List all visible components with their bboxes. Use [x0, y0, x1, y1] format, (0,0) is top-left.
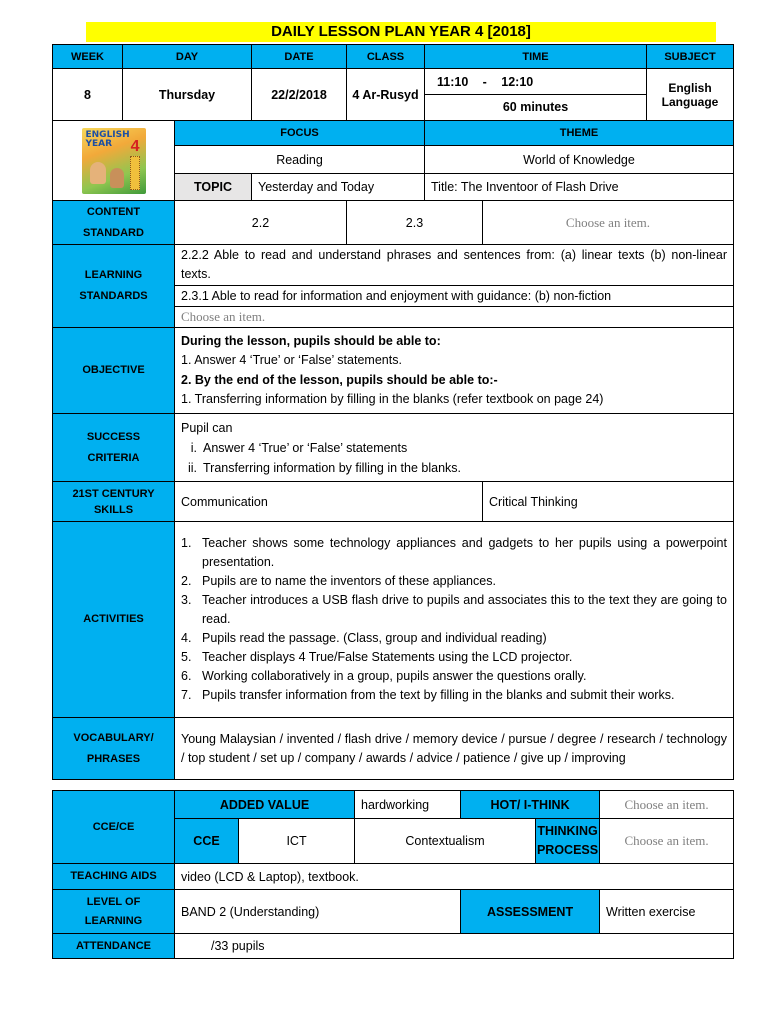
objective-end-heading: 2. By the end of the lesson, pupils should be able to:-: [181, 372, 498, 387]
theme-label: THEME: [425, 121, 734, 146]
activity-num: 7.: [181, 688, 192, 702]
level-of-learning-value: BAND 2 (Understanding): [175, 890, 461, 934]
activity-text: Working collaboratively in a group, pupils answer the questions orally.: [202, 669, 587, 683]
activity-item: [181, 534, 727, 572]
activity-item: [181, 686, 727, 705]
century-skills-label-line1: 21ST CENTURY: [72, 487, 155, 500]
date-label: DATE: [252, 45, 347, 69]
page-title: DAILY LESSON PLAN YEAR 4 [2018]: [86, 22, 716, 42]
textbook-cover-image: [82, 128, 146, 194]
focus-value: Reading: [175, 146, 425, 174]
objective-end-item: 1. Transferring information by filling in the blanks (refer textbook on page 24): [181, 392, 604, 406]
level-of-learning-label: [53, 890, 175, 934]
time-label: TIME: [425, 45, 647, 69]
week-label: WEEK: [53, 45, 123, 69]
activity-num: 4.: [181, 631, 192, 645]
century-skills-label: [53, 482, 175, 522]
added-value: hardworking: [355, 791, 461, 819]
learning-standards-label: [53, 245, 175, 328]
century-skills-label-line2: SKILLS: [93, 503, 134, 516]
activity-item: [181, 572, 727, 591]
success-criteria-text: Transferring information by filling in the blanks.: [203, 460, 461, 475]
attendance-row: [53, 934, 734, 959]
activity-num: 6.: [181, 669, 192, 683]
header-values-row: [53, 69, 734, 121]
added-value-label: ADDED VALUE: [175, 791, 355, 819]
thinking-process-label: [536, 819, 600, 864]
thinking-process-label-line1: THINKING: [537, 824, 598, 838]
activity-num: 3.: [181, 593, 192, 607]
thinking-process-label-line2: PROCESS: [536, 843, 599, 857]
activity-text: Teacher displays 4 True/False Statements using the LCD projector.: [202, 650, 573, 664]
week-value: 8: [53, 69, 123, 121]
activity-item: [181, 591, 727, 629]
success-criteria-label-line1: SUCCESS: [86, 430, 141, 443]
activity-text: Teacher shows some technology appliances and gadgets to her pupils using a powerpoint presentation.: [202, 536, 727, 569]
objective-row: [53, 328, 734, 414]
content-standard-select[interactable]: Choose an item.: [483, 201, 734, 245]
time-start: 11:10: [437, 75, 469, 89]
success-criteria-item: [181, 438, 727, 458]
success-criteria-item: [181, 458, 727, 478]
activity-item: [181, 648, 727, 667]
objective-during-item: 1. Answer 4 ‘True’ or ‘False’ statements.: [181, 353, 402, 367]
cover-title-line2: YEAR: [85, 138, 113, 149]
activity-num: 2.: [181, 574, 192, 588]
hot-ithink-select[interactable]: Choose an item.: [600, 791, 734, 819]
class-value: 4 Ar-Rusyd: [347, 69, 425, 121]
activity-text: Pupils are to name the inventors of these appliances.: [202, 574, 496, 588]
content-standard-row: [53, 201, 734, 245]
learning-standard-item-1: 2.2.2 Able to read and understand phrases and sentences from: (a) linear texts (b) non-linear texts.: [175, 245, 734, 286]
cover-year-number: 4: [130, 137, 140, 155]
century-skills-row: [53, 482, 734, 522]
level-label-line1: LEVEL OF: [86, 895, 141, 908]
success-criteria-content: [175, 414, 734, 482]
activity-item: [181, 629, 727, 648]
cce-label: CCE: [175, 819, 239, 864]
activity-text: Pupils transfer information from the text by filling in the blanks and submit their works.: [202, 688, 675, 702]
vocabulary-row: [53, 718, 734, 780]
vocabulary-label-line1: VOCABULARY/: [73, 731, 154, 744]
assessment-table: [52, 790, 734, 959]
subject-label: SUBJECT: [647, 45, 734, 69]
success-criteria-row: [53, 414, 734, 482]
cover-title-line1: ENGLISH: [85, 129, 130, 140]
content-standard-value-1: 2.2: [175, 201, 347, 245]
vocabulary-text: Young Malaysian / invented / flash drive / memory device / pursue / degree / research / technology / top student / set up / company / awards / advice / patience / give up / improving: [175, 718, 734, 780]
class-label: CLASS: [347, 45, 425, 69]
hot-ithink-label: HOT/ I-THINK: [461, 791, 600, 819]
attendance-label: ATTENDANCE: [53, 934, 175, 959]
success-criteria-text: Answer 4 ‘True’ or ‘False’ statements: [203, 440, 408, 455]
focus-theme-label-row: [53, 121, 734, 146]
added-value-row: [53, 791, 734, 819]
activities-list: [175, 522, 734, 718]
content-standard-value-2: 2.3: [347, 201, 483, 245]
activity-num: 5.: [181, 650, 192, 664]
teaching-aids-row: [53, 864, 734, 890]
content-standard-label-line1: CONTENT: [86, 205, 141, 218]
learning-standard-row-1: [53, 245, 734, 286]
teaching-aids-label: TEACHING AIDS: [53, 864, 175, 890]
date-value: 22/2/2018: [252, 69, 347, 121]
content-standard-label: [53, 201, 175, 245]
success-criteria-label: [53, 414, 175, 482]
time-cell: [425, 69, 647, 121]
success-criteria-num: i.: [190, 440, 197, 455]
time-dash: -: [482, 75, 487, 89]
activity-item: [181, 667, 727, 686]
activity-num: 1.: [181, 536, 192, 550]
textbook-image-cell: [53, 121, 175, 201]
learning-standard-select[interactable]: Choose an item.: [175, 307, 734, 328]
activity-text: Teacher introduces a USB flash drive to pupils and associates this to the text they are going to read.: [202, 593, 727, 626]
success-criteria-num: ii.: [187, 460, 197, 475]
header-row: [53, 45, 734, 69]
objective-during-heading: During the lesson, pupils should be able to:: [181, 333, 441, 348]
cce-value-1: ICT: [239, 819, 355, 864]
assessment-label: ASSESSMENT: [461, 890, 600, 934]
attendance-value: /33 pupils: [175, 934, 734, 959]
day-value: Thursday: [123, 69, 252, 121]
century-skill-1: Communication: [175, 482, 483, 522]
thinking-process-select[interactable]: Choose an item.: [600, 819, 734, 864]
theme-value: World of Knowledge: [425, 146, 734, 174]
vocabulary-label-line2: PHRASES: [86, 752, 141, 765]
cover-title: [86, 131, 130, 149]
success-criteria-intro: Pupil can: [181, 420, 233, 435]
time-end: 12:10: [501, 75, 534, 89]
cover-child-figure: [110, 168, 124, 188]
lesson-plan-table: [52, 44, 734, 780]
topic-title: Title: The Inventoor of Flash Drive: [425, 174, 734, 201]
learning-standards-label-line2: STANDARDS: [79, 290, 148, 302]
cover-giraffe-figure: [130, 156, 140, 190]
objective-label: OBJECTIVE: [53, 328, 175, 414]
teaching-aids-value: video (LCD & Laptop), textbook.: [175, 864, 734, 890]
cce-value-2: Contextualism: [355, 819, 536, 864]
success-criteria-label-line2: CRITERIA: [87, 451, 140, 464]
topic-value: Yesterday and Today: [252, 174, 425, 201]
focus-label: FOCUS: [175, 121, 425, 146]
assessment-value: Written exercise: [600, 890, 734, 934]
subject-value: English Language: [647, 69, 734, 121]
cover-child-figure: [90, 162, 106, 184]
level-of-learning-row: [53, 890, 734, 934]
activities-label: ACTIVITIES: [53, 522, 175, 718]
activity-text: Pupils read the passage. (Class, group and individual reading): [202, 631, 547, 645]
objective-content: [175, 328, 734, 414]
learning-standard-item-2: 2.3.1 Able to read for information and enjoyment with guidance: (b) non-fiction: [175, 286, 734, 307]
time-duration: 60 minutes: [502, 100, 569, 114]
time-range: [425, 69, 646, 95]
activities-row: [53, 522, 734, 718]
topic-label: TOPIC: [175, 174, 252, 201]
content-standard-label-line2: STANDARD: [83, 226, 144, 239]
level-label-line2: LEARNING: [84, 914, 143, 927]
day-label: DAY: [123, 45, 252, 69]
learning-standards-label-line1: LEARNING: [84, 269, 143, 281]
vocabulary-label: [53, 718, 175, 780]
century-skill-2: Critical Thinking: [483, 482, 734, 522]
cce-ce-label: CCE/CE: [53, 791, 175, 864]
